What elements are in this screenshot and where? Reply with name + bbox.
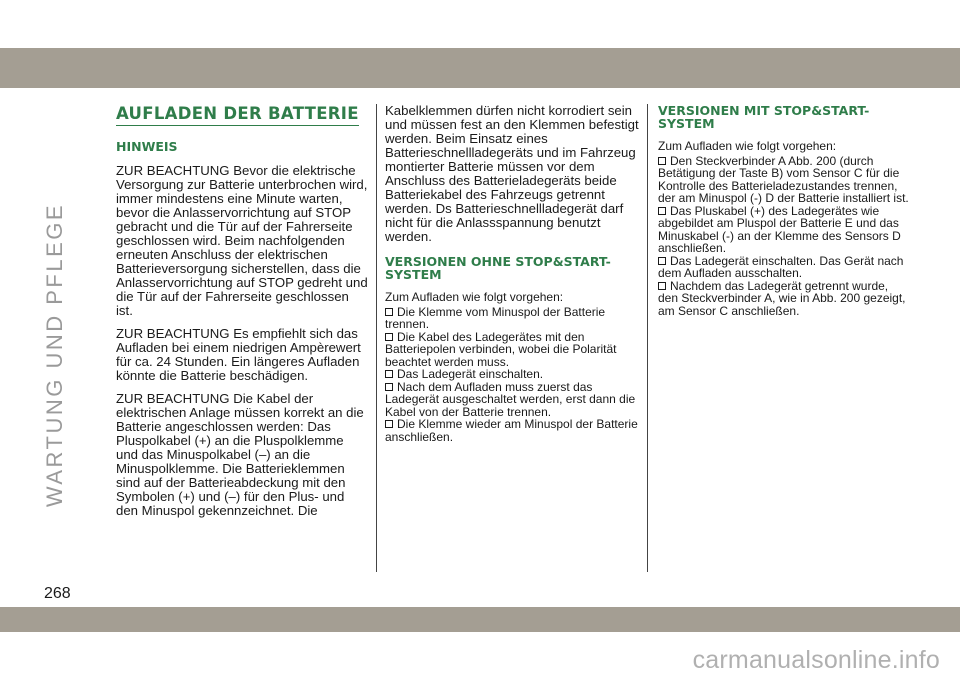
note-heading: HINWEIS xyxy=(116,139,178,154)
page-title: AUFLADEN DER BATTERIE xyxy=(116,104,359,126)
procedure-intro: Zum Aufladen wie folgt vorgehen: xyxy=(385,290,564,304)
checkbox-bullet-icon xyxy=(385,383,393,391)
checkbox-bullet-icon xyxy=(658,157,666,165)
list-item: Die Klemme wieder am Minuspol der Batterie anschließen. xyxy=(385,417,638,444)
list-item: Das Pluskabel (+) des Ladegerätes wie abgebildet am Pluspol der Batterie E und das Minuskabel (-) an der Klemme des Sensors D anschließen. xyxy=(658,203,901,255)
list-item: Den Steckverbinder A Abb. 200 (durch Betätigung der Taste B) vom Sensor C für die Kontrolle des Batterieladezustandes trennen, der am Minuspol (-) D der Batterie installiert ist. xyxy=(658,153,909,205)
checkbox-bullet-icon xyxy=(658,207,666,215)
continuation-paragraph: Kabelklemmen dürfen nicht korrodiert sein und müssen fest an den Klemmen befestigt werden. Beim Einsatz eines Batterieschnellladegeräts und im Fahrzeug montierter Batterie müssen vor dem Anschluss des Batterieladegeräts beide Batteriekabel des Fahrzeugs getrennt werden. Ds Batterieschnellladegerät darf nicht für die Anlassspannung benutzt werden. xyxy=(385,103,639,244)
column-2 xyxy=(385,104,640,443)
checkbox-bullet-icon xyxy=(385,333,393,341)
list-item: Die Klemme vom Minuspol der Batterie trennen. xyxy=(385,304,606,331)
watermark: carmanualsonline.info xyxy=(692,646,940,674)
list-item: Nach dem Aufladen muss zuerst das Ladegerät ausgeschaltet werden, erst dann die Kabel von der Batterie trennen. xyxy=(385,379,636,419)
checkbox-bullet-icon xyxy=(385,370,393,378)
list-item: Das Ladegerät einschalten. xyxy=(385,368,640,381)
checkbox-bullet-icon xyxy=(658,257,666,265)
section-heading-with-stop-start: VERSIONEN MIT STOP&START-SYSTEM xyxy=(658,103,870,131)
note-paragraph: ZUR BEACHTUNG Bevor die elektrische Versorgung zur Batterie unterbrochen wird, immer mindestens eine Minute warten, bevor die Anlasservorrichtung auf STOP gebracht und die Tür auf der Fahrerseite geschlossen wird. Beim nachfolgenden erneuten Anschluss der elektrischen Batterieversorgung sicherstellen, dass die Anlasservorrichtung auf STOP gedreht und die Tür auf der Fahrerseite geschlossen ist. xyxy=(116,163,368,318)
checkbox-bullet-icon xyxy=(385,420,393,428)
list-item: Die Kabel des Ladegerätes mit den Batteriepolen verbinden, wobei die Polarität beachtet werden muss. xyxy=(385,329,617,369)
note-paragraph: ZUR BEACHTUNG Die Kabel der elektrischen Anlage müssen korrekt an die Batterie angeschlossen werden: Das Pluspolkabel (+) an die Pluspolklemme und das Minuspolkabel (–) an die Minuspolklemme. Die Batterieklemmen sind auf der Batterieabdeckung mit den Symbolen (+) und (–) für den Plus- und den Minuspol gekennzeichnet. Die xyxy=(116,391,364,518)
column-divider xyxy=(376,104,377,572)
list-item: Nachdem das Ladegerät getrennt wurde, den Steckverbinder A, wie in Abb. 200 gezeigt, am Sensor C anschließen. xyxy=(658,278,906,318)
header-band xyxy=(0,48,960,88)
column-3 xyxy=(658,104,910,317)
checkbox-bullet-icon xyxy=(385,308,393,316)
section-heading-without-stop-start: VERSIONEN OHNE STOP&START-SYSTEM xyxy=(385,254,611,282)
note-paragraph: ZUR BEACHTUNG Es empfiehlt sich das Aufladen bei einem niedrigen Ampèrewert für ca. 24 Stunden. Ein längeres Aufladen könnte die Batterie beschädigen. xyxy=(116,326,361,383)
checkbox-bullet-icon xyxy=(658,282,666,290)
list-item: Das Ladegerät einschalten. Das Gerät nach dem Aufladen ausschalten. xyxy=(658,253,904,280)
column-1 xyxy=(116,104,368,527)
procedure-intro: Zum Aufladen wie folgt vorgehen: xyxy=(658,139,837,153)
section-side-label: WARTUNG UND PFLEGE xyxy=(42,202,67,508)
page-number: 268 xyxy=(44,585,71,602)
column-divider xyxy=(647,104,648,572)
footer-band xyxy=(0,607,960,632)
